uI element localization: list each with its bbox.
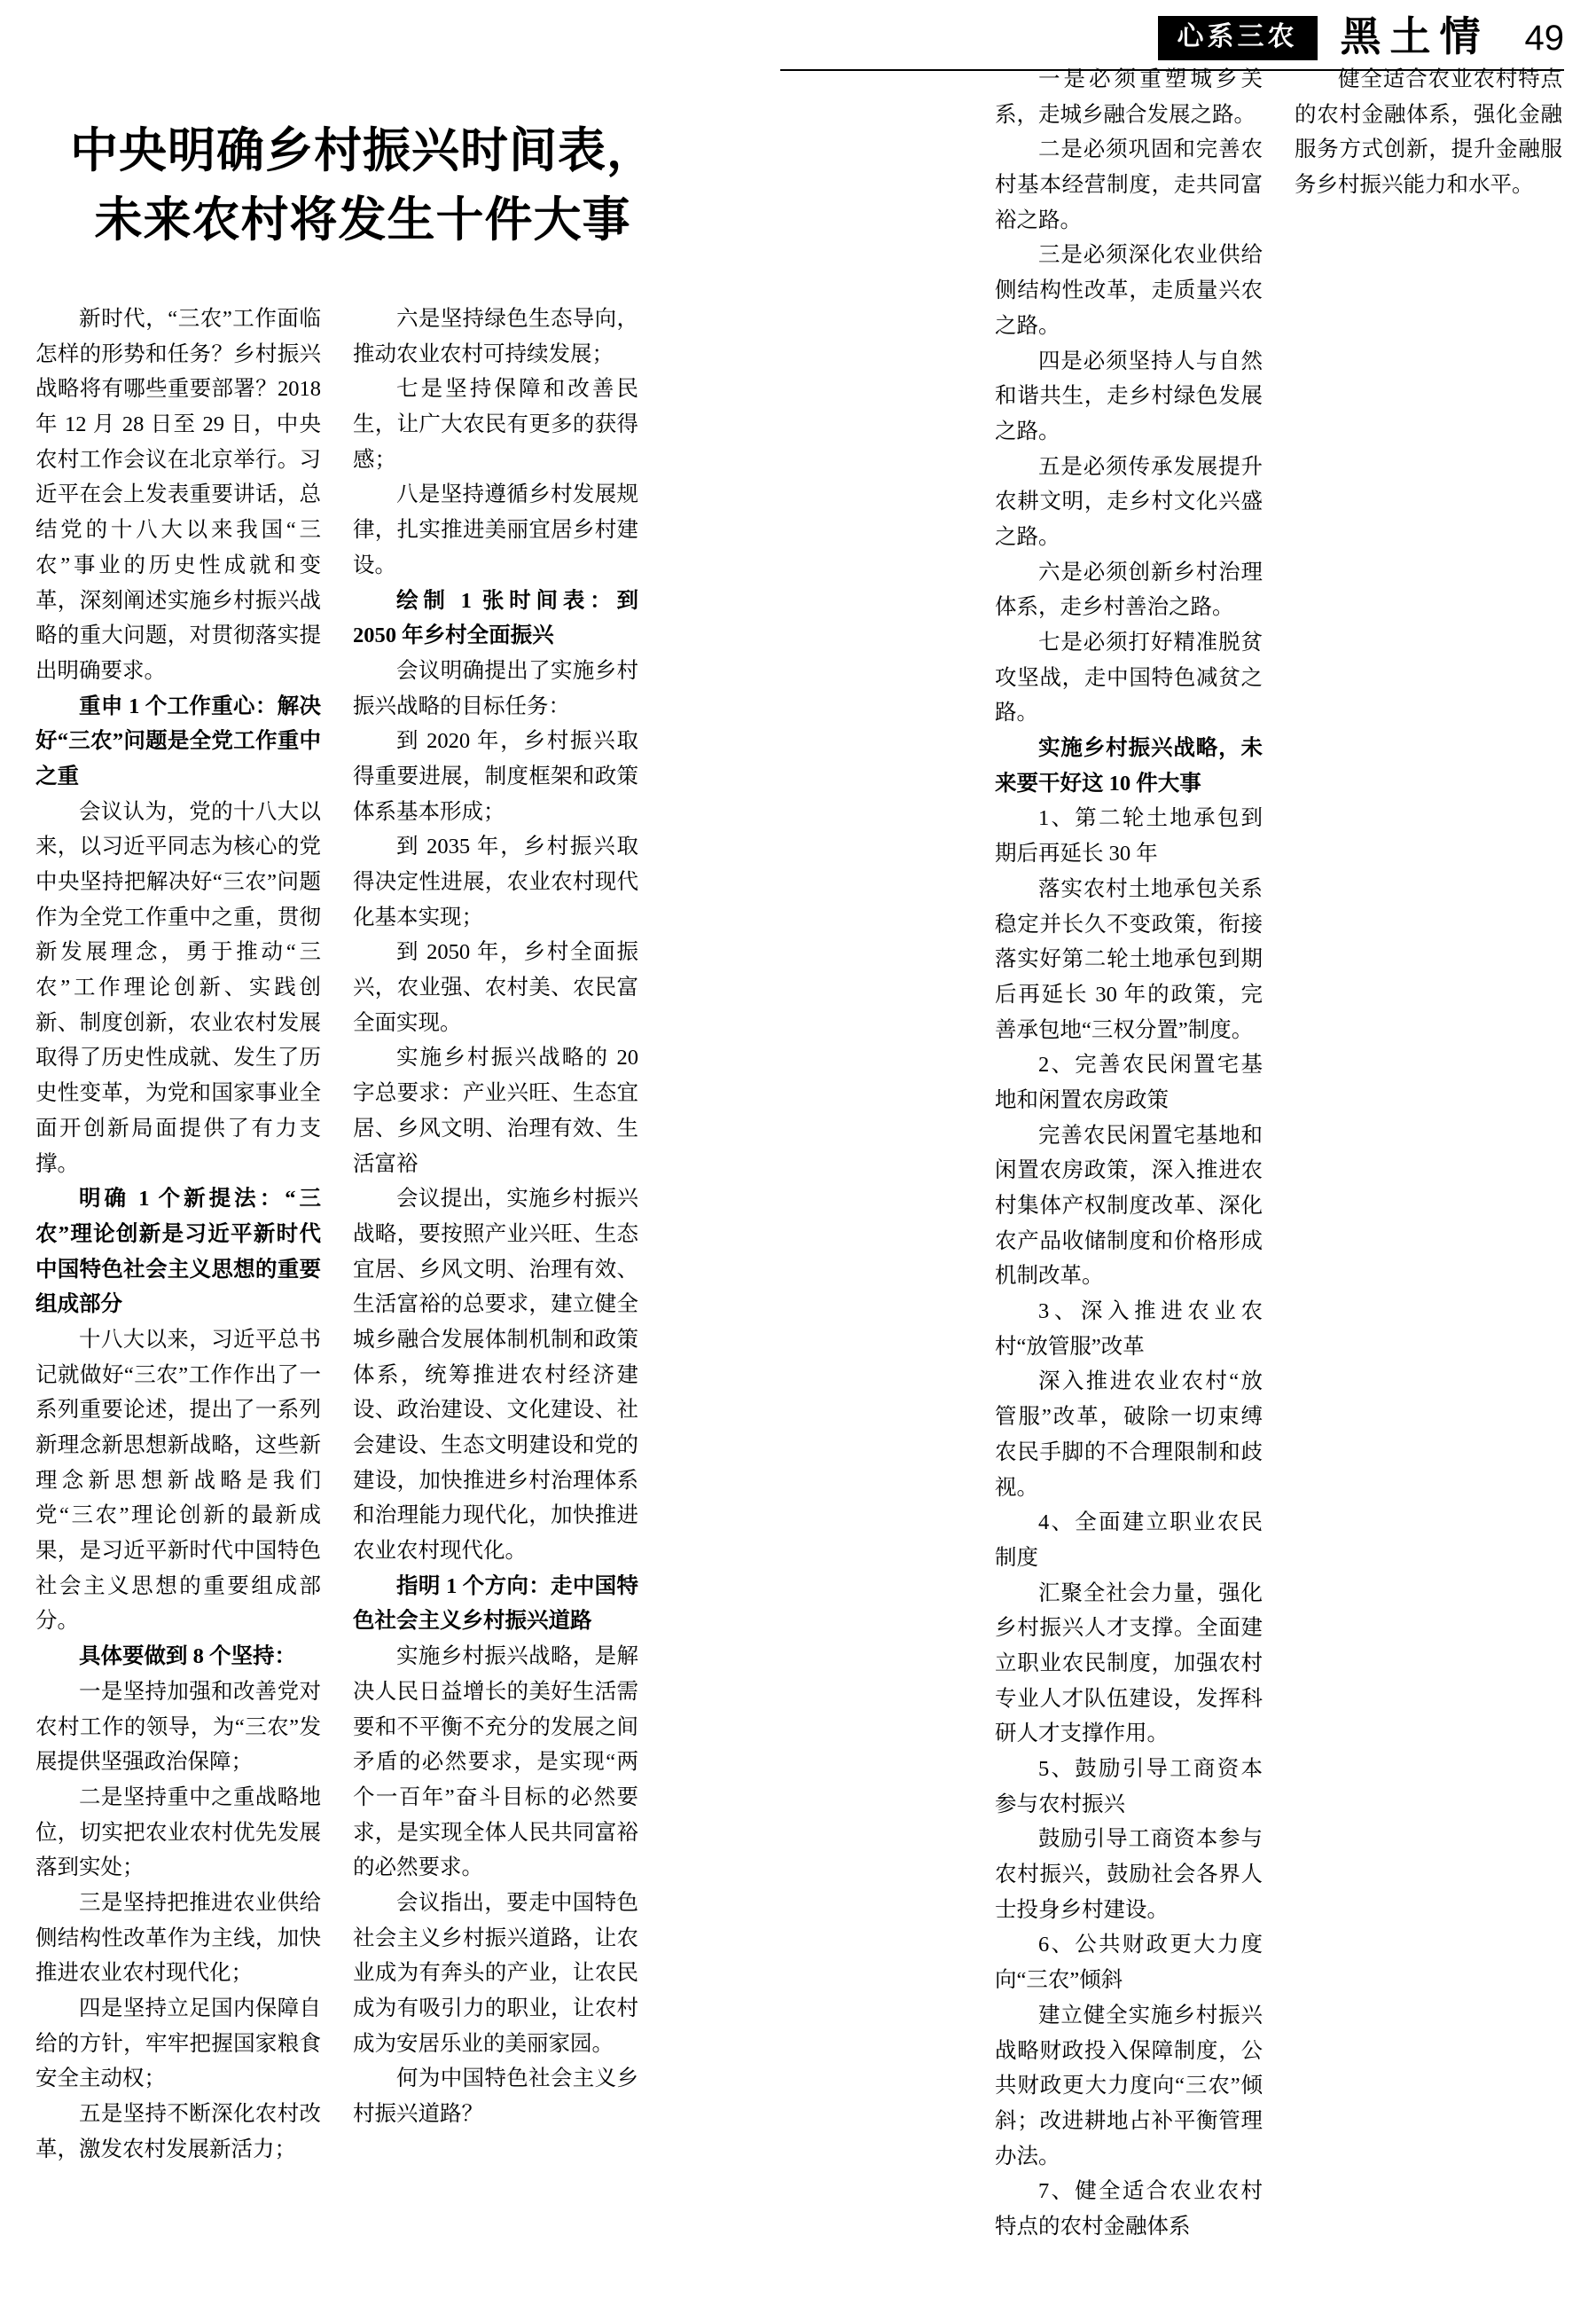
- body-column-right-pair: [995, 62, 1562, 2262]
- col1-subheading: 具体要做到 8 个坚持：: [79, 1644, 296, 1669]
- col2-paragraph: 到 2020 年，乡村振兴取得重要进展，制度框架和政策体系基本形成；: [353, 729, 638, 824]
- col-right-paragraph: 鼓励引导工商资本参与农村振兴，鼓励社会各界人士投身乡村建设。: [995, 1827, 1263, 1922]
- col-right-paragraph: 5、鼓励引导工商资本参与农村振兴: [995, 1757, 1263, 1816]
- col1-subheading: 重申 1 个工作重心：解决好“三农”问题是全党工作重中之重: [35, 694, 321, 788]
- col-right-paragraph: 7、健全适合农业农村特点的农村金融体系: [995, 2179, 1263, 2239]
- col-right-paragraph: 6、公共财政更大力度向“三农”倾斜: [995, 1933, 1263, 1993]
- col-right-paragraph: 六是必须创新乡村治理体系，走乡村善治之路。: [995, 560, 1263, 620]
- col2-subheading: 绘制 1 张时间表：到 2050 年乡村全面振兴: [353, 588, 638, 648]
- col-right-paragraph: 4、全面建立职业农民制度: [995, 1510, 1263, 1570]
- col-right-paragraph: 1、第二轮土地承包到期后再延长 30 年: [995, 806, 1263, 867]
- article-title-line-1: 中央明确乡村振兴时间表，: [70, 122, 655, 178]
- col2-paragraph: 六是坚持绿色生态导向，推动农业农村可持续发展；: [353, 307, 638, 366]
- col2-paragraph: 实施乡村振兴战略，是解决人民日益增长的美好生活需要和不平衡不充分的发展之间矛盾的必然要求，是实现“两个一百年”奋斗目标的必然要求，是实现全体人民共同富裕的必然要求。: [353, 1644, 638, 1880]
- header-inner: [1158, 12, 1565, 60]
- article-title: [57, 115, 669, 255]
- article-title-line-2: 未来农村将发生十件大事: [94, 191, 631, 248]
- col-right-paragraph: 四是必须坚持人与自然和谐共生，走乡村绿色发展之路。: [995, 349, 1263, 443]
- col-right-paragraph: 3、深入推进农业农村“放管服”改革: [995, 1299, 1263, 1359]
- col1-paragraph: 新时代，“三农”工作面临怎样的形势和任务？乡村振兴战略将有哪些重要部署？2018 年 12 月 28 日至 29 日，中央农村工作会议在北京举行。习近平在会上发表重要讲话，总结党的十八大以来我国“三农”事业的历史性成就和变革，深刻阐述实施乡村振兴战略的重大问题，对贯彻落实提出明确要求。: [35, 307, 321, 683]
- col-right-paragraph: 2、完善农民闲置宅基地和闲置农房政策: [995, 1053, 1263, 1112]
- col-right-paragraph: 七是必须打好精准脱贫攻坚战，走中国特色减贫之路。: [995, 631, 1263, 725]
- col1-paragraph: 四是坚持立足国内保障自给的方针，牢牢把握国家粮食安全主动权；: [35, 1996, 321, 2091]
- col-right-paragraph: 五是必须传承发展提升农耕文明，走乡村文化兴盛之路。: [995, 454, 1263, 549]
- col2-paragraph: 会议指出，要走中国特色社会主义乡村振兴道路，让农业成为有奔头的产业，让农民成为有吸引力的职业，让农村成为安居乐业的美丽家园。: [353, 1890, 638, 2056]
- publication-title: 黑土情: [1340, 12, 1490, 60]
- col1-subheading: 明确 1 个新提法：“三农”理论创新是习近平新时代中国特色社会主义思想的重要组成部分: [35, 1187, 321, 1317]
- col2-paragraph: 七是坚持保障和改善民生，让广大农民有更多的获得感；: [353, 377, 638, 472]
- col2-paragraph: 会议明确提出了实施乡村振兴战略的目标任务：: [353, 658, 638, 718]
- col1-paragraph: 会议认为，党的十八大以来，以习近平同志为核心的党中央坚持把解决好“三农”问题作为全党工作重中之重，贯彻新发展理念，勇于推动“三农”工作理论创新、实践创新、制度创新，农业农村发展取得了历史性成就、发生了历史性变革，为党和国家事业全面开创新局面提供了有力支撑。: [35, 799, 321, 1176]
- col-right-paragraph: 二是必须巩固和完善农村基本经营制度，走共同富裕之路。: [995, 137, 1263, 232]
- col-right-paragraph: 三是必须深化农业供给侧结构性改革，走质量兴农之路。: [995, 243, 1263, 338]
- body-column-2: [353, 302, 638, 2132]
- col-right-paragraph: 落实农村土地承包关系稳定并长久不变政策，衔接落实好第二轮土地承包到期后再延长 30 年的政策，完善承包地“三权分置”制度。: [995, 876, 1263, 1042]
- col1-paragraph: 五是坚持不断深化农村改革，激发农村发展新活力；: [35, 2102, 321, 2161]
- body-column-1: [35, 302, 321, 2167]
- col2-paragraph: 到 2050 年，乡村全面振兴，农业强、农村美、农民富全面实现。: [353, 940, 638, 1035]
- col-right-paragraph: 汇聚全社会力量，强化乡村振兴人才支撑。全面建立职业农民制度，加强农村专业人才队伍建设，发挥科研人才支撑作用。: [995, 1580, 1263, 1746]
- col2-subheading: 指明 1 个方向：走中国特色社会主义乡村振兴道路: [353, 1573, 638, 1634]
- col2-paragraph: 实施乡村振兴战略的 20 字总要求：产业兴旺、生态宜居、乡风文明、治理有效、生活富裕: [353, 1046, 638, 1176]
- col-right-subheading: 实施乡村振兴战略，未来要干好这 10 件大事: [995, 736, 1263, 796]
- col2-paragraph: 到 2035 年，乡村振兴取得决定性进展，农业农村现代化基本实现；: [353, 835, 638, 929]
- col-right-paragraph: 建立健全实施乡村振兴战略财政投入保障制度，公共财政更大力度向“三农”倾斜；改进耕地占补平衡管理办法。: [995, 2003, 1263, 2169]
- col1-paragraph: 十八大以来，习近平总书记就做好“三农”工作作出了一系列重要论述，提出了一系列新理念新思想新战略，这些新理念新思想新战略是我们党“三农”理论创新的最新成果，是习近平新时代中国特色社会主义思想的重要组成部分。: [35, 1327, 321, 1634]
- page-number: 49: [1524, 19, 1564, 58]
- col-right-paragraph: 完善农民闲置宅基地和闲置农房政策，深入推进农村集体产权制度改革、深化农产品收储制度和价格形成机制改革。: [995, 1123, 1263, 1289]
- col1-paragraph: 一是坚持加强和改善党对农村工作的领导，为“三农”发展提供坚强政治保障；: [35, 1679, 321, 1775]
- col2-paragraph: 何为中国特色社会主义乡村振兴道路？: [353, 2067, 638, 2127]
- col1-paragraph: 二是坚持重中之重战略地位，切实把农业农村优先发展落到实处；: [35, 1784, 321, 1880]
- col2-paragraph: 会议提出，实施乡村振兴战略，要按照产业兴旺、生态宜居、乡风文明、治理有效、生活富裕的总要求，建立健全城乡融合发展体制机制和政策体系，统筹推进农村经济建设、政治建设、文化建设、社会建设、生态文明建设和党的建设，加快推进乡村治理体系和治理能力现代化，加快推进农业农村现代化。: [353, 1187, 638, 1564]
- col-right-paragraph: 健全适合农业农村特点的农村金融体系，强化金融服务方式创新，提升金融服务乡村振兴能力和水平。: [1295, 67, 1562, 198]
- col1-paragraph: 三是坚持把推进农业供给侧结构性改革作为主线，加快推进农业农村现代化；: [35, 1890, 321, 1986]
- section-tag: 心系三农: [1158, 16, 1318, 60]
- col-right-paragraph: 深入推进农业农村“放管服”改革，破除一切束缚农民手脚的不合理限制和歧视。: [995, 1369, 1263, 1500]
- col2-paragraph: 八是坚持遵循乡村发展规律，扎实推进美丽宜居乡村建设。: [353, 482, 638, 577]
- col-right-paragraph: 一是必须重塑城乡关系，走城乡融合发展之路。: [995, 67, 1263, 127]
